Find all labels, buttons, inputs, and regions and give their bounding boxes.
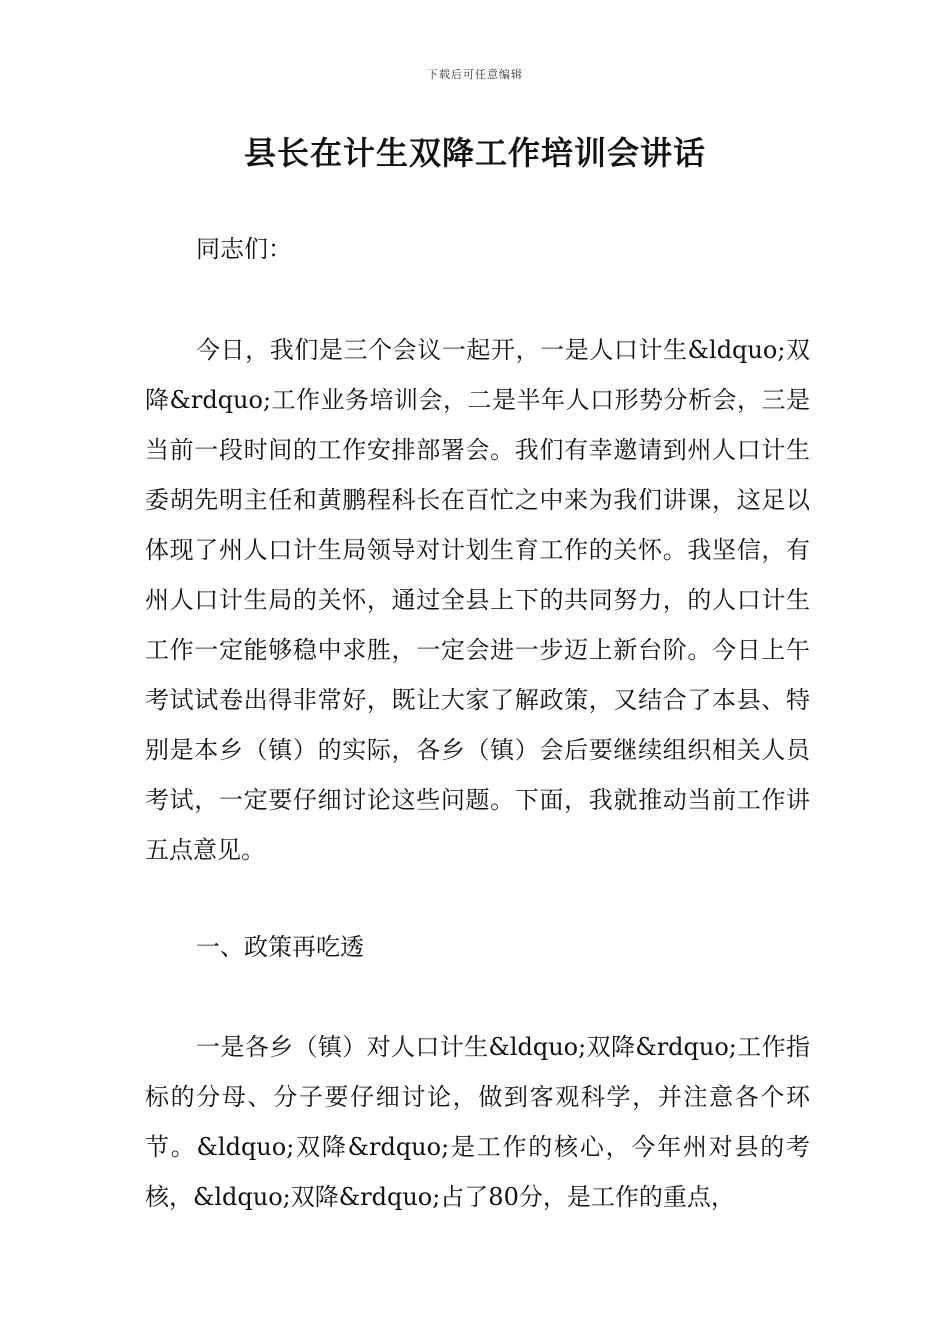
body-paragraph: 今日，我们是三个会议一起开，一是人口计生&ldquo;双降&rdquo;工作业务培训会，二是半年人口形势分析会，三是当前一段时间的工作安排部署会。我们有幸邀请到州人口计生委胡先明主任和黄鹏程科长在百忙之中来为我们讲课，这足以体现了州人口计生局领导对计划生育工作的关怀。我坚信，有州人口计生局的关怀，通过全县上下的共同努力，的人口计生工作一定能够稳中求胜，一定会进一步迈上新台阶。今日上午考试试卷出得非常好，既让大家了解政策，又结合了本县、特别是本乡（镇）的实际，各乡（镇）会后要继续组织相关人员考试，一定要仔细讨论这些问题。下面，我就推动当前工作讲五点意见。 [145,336,810,864]
body-paragraph: 一是各乡（镇）对人口计生&ldquo;双降&rdquo;工作指标的分母、分子要仔细讨论，做到客观科学，并注意各个环节。&ldquo;双降&rdquo;是工作的核心，今年州对县的考核，&ldquo;双降&rdquo;占了80分，是工作的重点， [145,1033,810,1211]
document-title: 县长在计生双降工作培训会讲话 [243,134,706,172]
header-note: 下载后可任意编辑 [427,68,523,81]
section-heading: 一、政策再吃透 [196,933,364,961]
salutation: 同志们： [196,235,292,263]
